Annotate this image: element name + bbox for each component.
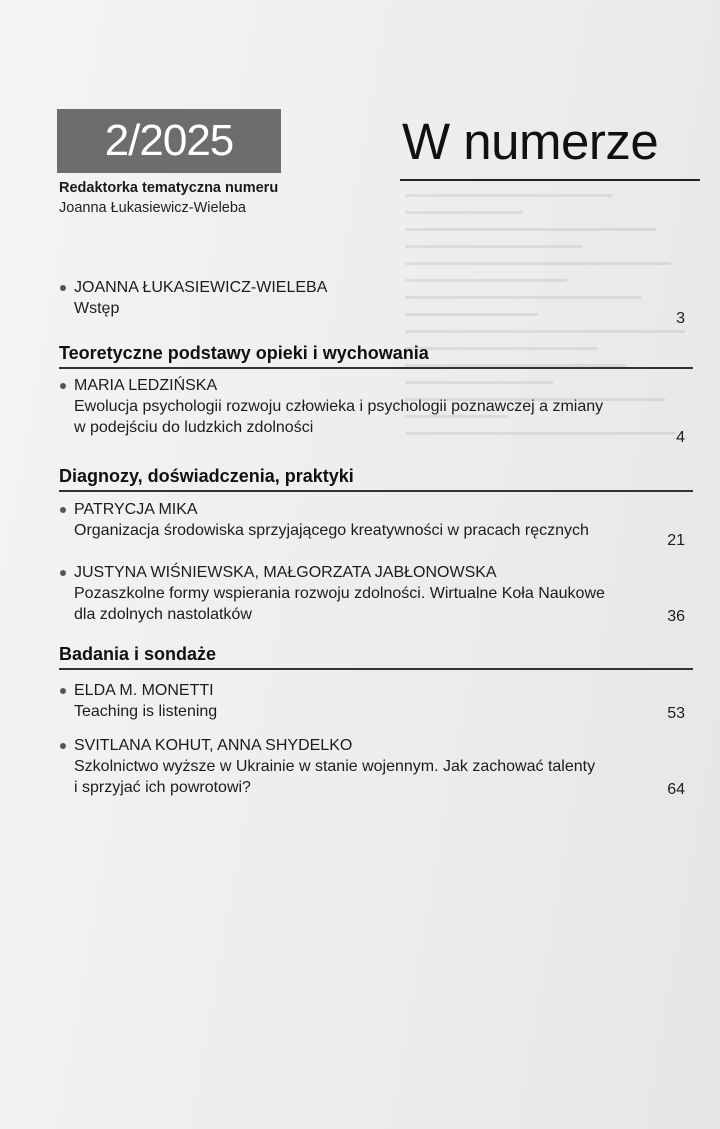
toc-title-continued: dla zdolnych nastolatków [74, 606, 252, 623]
toc-author: ELDA M. MONETTI [59, 680, 693, 701]
toc-title: Organizacja środowiska sprzyjającego kreatywności w pracach ręcznych [74, 522, 589, 539]
toc-title: Teaching is listening [74, 703, 218, 720]
toc-title: Ewolucja psychologii rozwoju człowieka i psychologii poznawczej a zmiany [74, 398, 604, 415]
toc-title: Wstęp [74, 300, 120, 317]
toc-page-number: 36 [667, 608, 685, 625]
toc-entry[interactable] [59, 562, 693, 625]
section-heading: Teoretyczne podstawy opieki i wychowania [59, 343, 693, 369]
toc-page-number: 21 [667, 532, 685, 549]
toc-title-continued: i sprzyjać ich powrotowi? [74, 779, 251, 796]
toc-author: MARIA LEDZIŃSKA [59, 375, 693, 396]
toc-author: PATRYCJA MIKA [59, 499, 693, 520]
toc-title: Szkolnictwo wyższe w Ukrainie w stanie wojennym. Jak zachować talenty [74, 758, 596, 775]
toc-entry[interactable] [59, 680, 693, 722]
toc-page-number: 4 [676, 429, 685, 446]
page-title: W numerze [402, 113, 659, 170]
toc-entry-intro[interactable] [59, 277, 693, 327]
issue-number-badge: 2/2025 [57, 109, 281, 173]
toc-title-continued: w podejściu do ludzkich zdolności [74, 419, 314, 436]
title-divider [400, 179, 700, 181]
toc-page-number: 3 [676, 310, 685, 327]
toc-author: JUSTYNA WIŚNIEWSKA, MAŁGORZATA JABŁONOWSKA [59, 562, 693, 583]
section-heading: Badania i sondaże [59, 644, 693, 670]
toc-author: SVITLANA KOHUT, ANNA SHYDELKO [59, 735, 693, 756]
section-heading: Diagnozy, doświadczenia, praktyki [59, 466, 693, 492]
editor-label: Redaktorka tematyczna numeru [59, 180, 279, 196]
toc-page-number: 64 [667, 781, 685, 798]
toc-author: JOANNA ŁUKASIEWICZ-WIELEBA [59, 277, 693, 298]
editor-name: Joanna Łukasiewicz-Wieleba [59, 200, 246, 216]
toc-page-number: 53 [667, 705, 685, 722]
toc-title: Pozaszkolne formy wspierania rozwoju zdolności. Wirtualne Koła Naukowe [74, 585, 605, 602]
toc-entry[interactable] [59, 735, 693, 798]
toc-entry[interactable] [59, 499, 693, 549]
toc-entry[interactable] [59, 375, 693, 446]
